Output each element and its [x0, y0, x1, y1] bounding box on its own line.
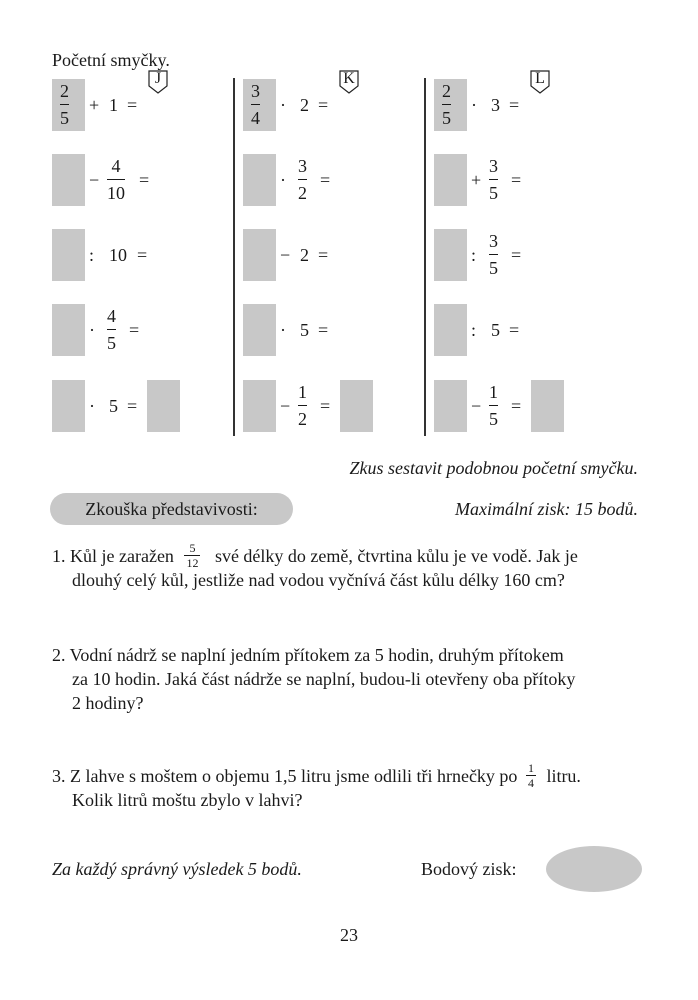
fraction-bar: [489, 179, 498, 180]
operator: ·: [280, 320, 286, 340]
operand: 5: [109, 396, 118, 416]
start-fraction: [251, 81, 260, 128]
operator: :: [471, 320, 477, 340]
fraction-denominator: 5: [60, 108, 69, 129]
equals-sign: =: [511, 396, 522, 416]
fraction-denominator: 5: [489, 183, 498, 204]
fraction-bar: [489, 405, 498, 406]
fraction-denominator: 2: [298, 409, 307, 430]
equals-sign: =: [127, 95, 138, 115]
operator: +: [89, 95, 100, 115]
page-number: 23: [340, 925, 358, 945]
answer-box[interactable]: [243, 154, 276, 206]
fraction-bar: [489, 254, 498, 255]
operator: −: [280, 396, 291, 416]
problem-2-line2: za 10 hodin. Jaká část nádrže se naplní, budou-li otevřeny oba přítoky: [72, 669, 576, 689]
answer-box[interactable]: [434, 154, 467, 206]
operand: 3: [491, 95, 500, 115]
answer-box[interactable]: [434, 229, 467, 281]
operand: 2: [300, 245, 309, 265]
answer-box[interactable]: [243, 304, 276, 356]
fraction-denominator: 12: [186, 555, 199, 570]
fraction-bar: [60, 104, 69, 105]
operator: +: [471, 170, 482, 190]
column-divider-1: [233, 78, 235, 436]
fraction-bar: [107, 179, 125, 180]
equals-sign: =: [511, 245, 522, 265]
fraction-numerator: 3: [251, 81, 260, 101]
section-tag-j: [148, 70, 168, 92]
fraction-bar: [298, 405, 307, 406]
fraction-numerator: 1: [298, 382, 307, 402]
fraction-bar: [251, 104, 260, 105]
equals-sign: =: [129, 320, 140, 340]
operator: −: [280, 245, 291, 265]
operator: :: [471, 245, 477, 265]
start-fraction: [442, 81, 451, 128]
fraction-numerator: 1: [489, 382, 498, 402]
operator: ·: [89, 320, 95, 340]
fraction-bar: [442, 104, 451, 105]
operator: ·: [280, 95, 286, 115]
fraction-denominator: 4: [527, 775, 534, 790]
column-divider-2: [424, 78, 426, 436]
start-fraction: [60, 81, 69, 128]
fraction-numerator: 5: [189, 540, 196, 555]
answer-box[interactable]: [243, 380, 276, 432]
problem-2-line1: 2. Vodní nádrž se naplní jedním přítokem za 5 hodin, druhým přítokem: [52, 645, 564, 665]
fraction-numerator: 2: [60, 81, 69, 101]
result-box[interactable]: [147, 380, 180, 432]
problem-1-fraction: [184, 542, 200, 569]
page-title: Početní smyčky.: [52, 50, 170, 70]
fraction-denominator: 10: [107, 183, 125, 204]
problem-2-line3: 2 hodiny?: [72, 693, 144, 713]
operand: 5: [491, 320, 500, 340]
fraction-numerator: 4: [111, 156, 121, 176]
score-oval[interactable]: [546, 846, 642, 892]
problem-1-prefix: 1. Kůl je zaražen: [52, 546, 174, 566]
operator: :: [89, 245, 95, 265]
problem-3-line2: Kolik litrů moštu zbylo v lahvi?: [72, 790, 303, 810]
hint-text: Zkus sestavit podobnou početní smyčku.: [349, 458, 638, 478]
section-tag-letter: L: [535, 70, 545, 87]
answer-box[interactable]: [52, 154, 85, 206]
operator: ·: [89, 396, 95, 416]
equals-sign: =: [139, 170, 150, 190]
equals-sign: =: [318, 245, 329, 265]
footer-note: Za každý správný výsledek 5 bodů.: [52, 859, 302, 879]
problem-3-text: litru.: [546, 766, 581, 786]
equals-sign: =: [509, 95, 520, 115]
operand-fraction: [107, 306, 116, 353]
answer-box[interactable]: [52, 380, 85, 432]
equals-sign: =: [137, 245, 148, 265]
operand-fraction: [298, 156, 307, 203]
section-label: Zkouška představivosti:: [85, 499, 258, 519]
equals-sign: =: [320, 170, 331, 190]
answer-box[interactable]: [434, 380, 467, 432]
section-tag-letter: J: [154, 70, 162, 87]
operator: −: [471, 396, 482, 416]
fraction-denominator: 4: [251, 108, 260, 129]
max-score: Maximální zisk: 15 bodů.: [455, 499, 638, 519]
problem-3-prefix: 3. Z lahve s moštem o objemu 1,5 litru jsme odlili tři hrnečky po: [52, 766, 518, 786]
equals-sign: =: [127, 396, 138, 416]
fraction-denominator: 5: [442, 108, 451, 129]
score-label: Bodový zisk:: [421, 859, 517, 879]
answer-box[interactable]: [52, 304, 85, 356]
equals-sign: =: [509, 320, 520, 340]
operand: 5: [300, 320, 309, 340]
operand-fraction: [489, 231, 498, 278]
fraction-bar: [107, 329, 116, 330]
fraction-numerator: 3: [298, 156, 307, 176]
fraction-denominator: 5: [489, 258, 498, 279]
equals-sign: =: [511, 170, 522, 190]
section-label-pill: [50, 493, 293, 525]
operand: 1: [109, 95, 118, 115]
fraction-denominator: 5: [107, 333, 116, 354]
problem-3-fraction: [526, 762, 536, 789]
fraction-denominator: 2: [298, 183, 307, 204]
operand: 2: [300, 95, 309, 115]
operator: ·: [280, 170, 286, 190]
fraction-numerator: 1: [527, 760, 534, 775]
fraction-numerator: 3: [489, 156, 498, 176]
equals-sign: =: [318, 320, 329, 340]
equals-sign: =: [320, 396, 331, 416]
answer-box[interactable]: [434, 304, 467, 356]
equals-sign: =: [318, 95, 329, 115]
result-box[interactable]: [340, 380, 373, 432]
problem-3: [52, 760, 662, 812]
operand-fraction: [298, 382, 307, 429]
operand-fraction: [489, 156, 498, 203]
fraction-numerator: 4: [107, 306, 116, 326]
section-tag-k: [339, 70, 359, 92]
operator: ·: [471, 95, 477, 115]
operand-fraction: [107, 156, 125, 203]
problem-1-text: své délky do země, čtvrtina kůlu je ve vodě. Jak je: [214, 546, 578, 566]
fraction-bar: [298, 179, 307, 180]
section-tag-letter: K: [343, 70, 355, 87]
answer-box[interactable]: [52, 229, 85, 281]
fraction-denominator: 5: [489, 409, 498, 430]
answer-box[interactable]: [243, 229, 276, 281]
problem-1-line2: dlouhý celý kůl, jestliže nad vodou vyčnívá část kůlu délky 160 cm?: [72, 570, 565, 590]
problem-2: [52, 643, 662, 715]
fraction-numerator: 3: [489, 231, 498, 251]
operator: −: [89, 170, 100, 190]
fraction-numerator: 2: [442, 81, 451, 101]
operand: 10: [109, 245, 127, 265]
section-tag-l: [530, 70, 550, 92]
result-box[interactable]: [531, 380, 564, 432]
problem-1: [52, 540, 662, 592]
operand-fraction: [489, 382, 498, 429]
